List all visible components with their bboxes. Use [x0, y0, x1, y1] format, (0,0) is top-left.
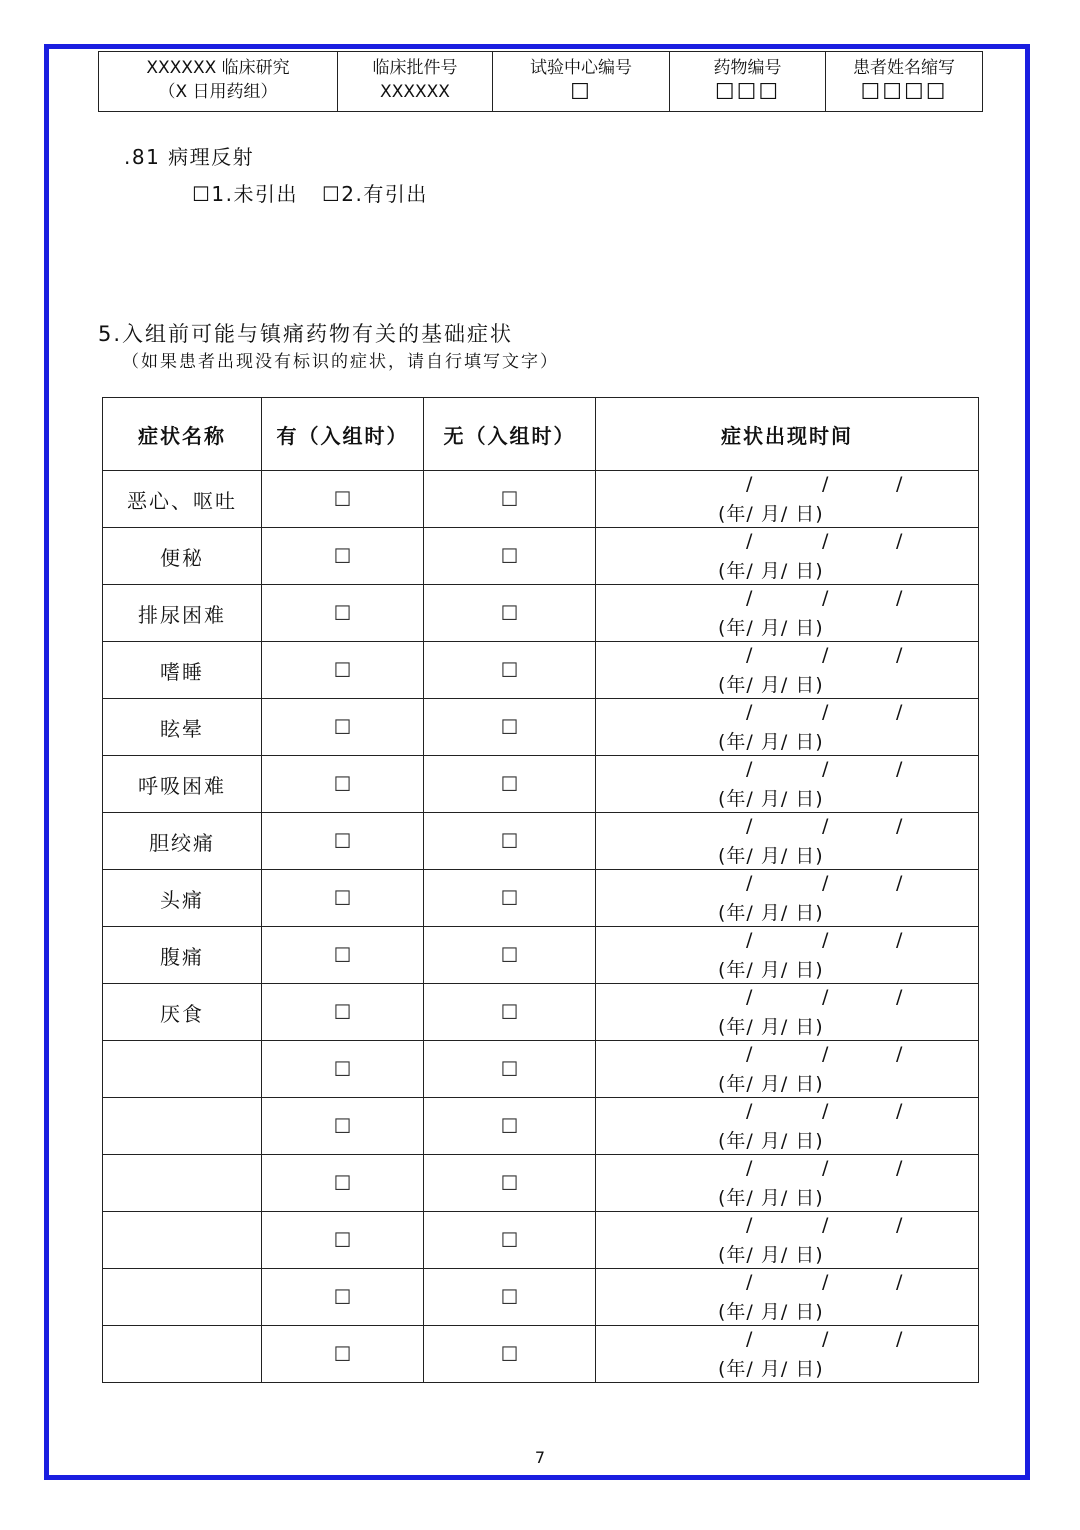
present-checkbox[interactable]: ☐: [333, 601, 352, 625]
present-cell: [262, 1155, 424, 1212]
absent-checkbox[interactable]: ☐: [500, 1342, 519, 1366]
date-separator: /: [822, 473, 829, 495]
absent-checkbox[interactable]: ☐: [500, 544, 519, 568]
center-cell: [493, 52, 670, 112]
page-number: 7: [534, 1448, 546, 1467]
absent-cell: [424, 1326, 596, 1383]
option-not-elicited-checkbox[interactable]: ☐1.未引出: [192, 182, 299, 206]
symptom-name-cell: 呼吸困难: [103, 756, 262, 813]
absent-cell: [424, 1212, 596, 1269]
absent-cell: [424, 813, 596, 870]
onset-date-cell[interactable]: [596, 1326, 979, 1383]
date-separator: /: [746, 758, 753, 780]
table-row: [103, 1326, 979, 1383]
date-separator: /: [822, 1271, 829, 1293]
table-row: [103, 1212, 979, 1269]
drug-cell: [670, 52, 826, 112]
absent-cell: [424, 1041, 596, 1098]
present-cell: [262, 1269, 424, 1326]
symptom-name-cell: 排尿困难: [103, 585, 262, 642]
present-cell: [262, 1212, 424, 1269]
absent-checkbox[interactable]: ☐: [500, 658, 519, 682]
absent-checkbox[interactable]: ☐: [500, 772, 519, 796]
present-checkbox[interactable]: ☐: [333, 1171, 352, 1195]
onset-date-cell[interactable]: [596, 585, 979, 642]
date-separator: /: [746, 1157, 753, 1179]
present-checkbox[interactable]: ☐: [333, 1285, 352, 1309]
symptom-name-cell[interactable]: [103, 1326, 262, 1383]
date-separator: /: [822, 1100, 829, 1122]
header-present: 有（入组时）: [262, 398, 424, 471]
date-separator: /: [822, 1328, 829, 1350]
date-separator: /: [822, 872, 829, 894]
date-separator: /: [896, 473, 903, 495]
date-format-label: (年/ 月/ 日): [718, 959, 824, 981]
study-name: XXXXXX 临床研究: [146, 58, 290, 78]
date-format-label: (年/ 月/ 日): [718, 845, 824, 867]
table-row: [103, 1269, 979, 1326]
absent-cell: [424, 585, 596, 642]
onset-date-cell[interactable]: [596, 1269, 979, 1326]
date-separator: /: [822, 1214, 829, 1236]
present-cell: [262, 1041, 424, 1098]
absent-cell: [424, 642, 596, 699]
symptom-name-cell[interactable]: [103, 1212, 262, 1269]
present-checkbox[interactable]: ☐: [333, 1114, 352, 1138]
study-group: （X 日用药组）: [158, 82, 278, 102]
present-checkbox[interactable]: ☐: [333, 544, 352, 568]
date-format-label: (年/ 月/ 日): [718, 902, 824, 924]
present-checkbox[interactable]: ☐: [333, 487, 352, 511]
symptom-name-cell: 胆绞痛: [103, 813, 262, 870]
absent-cell: [424, 756, 596, 813]
present-checkbox[interactable]: ☐: [333, 1000, 352, 1024]
present-cell: [262, 528, 424, 585]
table-row: [103, 528, 979, 585]
absent-checkbox[interactable]: ☐: [500, 829, 519, 853]
date-separator: /: [746, 929, 753, 951]
date-separator: /: [746, 701, 753, 723]
date-separator: /: [822, 815, 829, 837]
header-symptom-name: 症状名称: [103, 398, 262, 471]
onset-date-cell[interactable]: [596, 471, 979, 528]
study-cell: [99, 52, 338, 112]
date-separator: /: [896, 1328, 903, 1350]
date-separator: /: [746, 587, 753, 609]
present-cell: [262, 585, 424, 642]
date-format-label: (年/ 月/ 日): [718, 560, 824, 582]
date-separator: /: [822, 644, 829, 666]
absent-checkbox[interactable]: ☐: [500, 1114, 519, 1138]
present-cell: [262, 471, 424, 528]
date-separator: /: [896, 1157, 903, 1179]
present-checkbox[interactable]: ☐: [333, 1342, 352, 1366]
date-separator: /: [746, 1214, 753, 1236]
table-row: [103, 813, 979, 870]
table-row: [103, 870, 979, 927]
table-row: [103, 699, 979, 756]
date-format-label: (年/ 月/ 日): [718, 1073, 824, 1095]
date-separator: /: [746, 1100, 753, 1122]
date-separator: /: [746, 644, 753, 666]
date-separator: /: [896, 1214, 903, 1236]
date-separator: /: [896, 701, 903, 723]
present-cell: [262, 699, 424, 756]
absent-cell: [424, 471, 596, 528]
table-row: [103, 927, 979, 984]
date-separator: /: [822, 1157, 829, 1179]
present-cell: [262, 813, 424, 870]
date-format-label: (年/ 月/ 日): [718, 1244, 824, 1266]
onset-date-cell[interactable]: [596, 927, 979, 984]
absent-cell: [424, 528, 596, 585]
section-5-note: （如果患者出现没有标识的症状，请自行填写文字）: [122, 352, 559, 372]
date-format-label: (年/ 月/ 日): [718, 1301, 824, 1323]
present-cell: [262, 927, 424, 984]
present-checkbox[interactable]: ☐: [333, 886, 352, 910]
date-format-label: (年/ 月/ 日): [718, 617, 824, 639]
onset-date-cell[interactable]: [596, 1155, 979, 1212]
date-separator: /: [746, 1271, 753, 1293]
patient-label: 患者姓名缩写: [853, 58, 955, 78]
patient-initials-boxes[interactable]: ☐☐☐☐: [860, 80, 948, 105]
date-format-label: (年/ 月/ 日): [718, 788, 824, 810]
symptom-name-cell[interactable]: [103, 1155, 262, 1212]
table-row: [103, 1155, 979, 1212]
present-checkbox[interactable]: ☐: [333, 658, 352, 682]
symptom-name-cell[interactable]: [103, 1098, 262, 1155]
absent-checkbox[interactable]: ☐: [500, 886, 519, 910]
date-format-label: (年/ 月/ 日): [718, 1016, 824, 1038]
onset-date-cell[interactable]: [596, 813, 979, 870]
present-checkbox[interactable]: ☐: [333, 1057, 352, 1081]
symptom-name-cell: 眩晕: [103, 699, 262, 756]
symptom-name-cell: 腹痛: [103, 927, 262, 984]
section-5-title: 5.入组前可能与镇痛药物有关的基础症状: [98, 322, 514, 346]
table-row: [103, 471, 979, 528]
date-separator: /: [822, 530, 829, 552]
table-row: [103, 984, 979, 1041]
table-row: [103, 1041, 979, 1098]
onset-date-cell[interactable]: [596, 870, 979, 927]
absent-cell: [424, 984, 596, 1041]
onset-date-cell[interactable]: [596, 1098, 979, 1155]
date-separator: /: [746, 1328, 753, 1350]
drug-number-boxes[interactable]: ☐☐☐: [714, 80, 781, 105]
date-separator: /: [896, 644, 903, 666]
date-separator: /: [746, 986, 753, 1008]
header-absent: 无（入组时）: [424, 398, 596, 471]
patient-cell: [826, 52, 983, 112]
absent-checkbox[interactable]: ☐: [500, 1228, 519, 1252]
present-checkbox[interactable]: ☐: [333, 772, 352, 796]
present-cell: [262, 756, 424, 813]
date-separator: /: [896, 986, 903, 1008]
absent-checkbox[interactable]: ☐: [500, 1171, 519, 1195]
date-format-label: (年/ 月/ 日): [718, 1130, 824, 1152]
center-label: 试验中心编号: [530, 58, 632, 78]
date-separator: /: [822, 758, 829, 780]
onset-date-cell[interactable]: [596, 642, 979, 699]
date-separator: /: [822, 1043, 829, 1065]
center-number-boxes[interactable]: ☐: [570, 80, 592, 105]
symptom-name-cell: 厌食: [103, 984, 262, 1041]
absent-cell: [424, 1269, 596, 1326]
symptom-table: [102, 397, 979, 1383]
present-cell: [262, 642, 424, 699]
onset-date-cell[interactable]: [596, 528, 979, 585]
date-separator: /: [746, 1043, 753, 1065]
absent-cell: [424, 699, 596, 756]
date-format-label: (年/ 月/ 日): [718, 674, 824, 696]
table-row: [103, 585, 979, 642]
absent-cell: [424, 927, 596, 984]
absent-checkbox[interactable]: ☐: [500, 487, 519, 511]
absent-checkbox[interactable]: ☐: [500, 1000, 519, 1024]
absent-cell: [424, 1098, 596, 1155]
date-separator: /: [896, 1271, 903, 1293]
date-separator: /: [896, 1043, 903, 1065]
date-separator: /: [822, 701, 829, 723]
symptom-name-cell[interactable]: [103, 1269, 262, 1326]
date-separator: /: [822, 986, 829, 1008]
absent-checkbox[interactable]: ☐: [500, 715, 519, 739]
date-separator: /: [896, 587, 903, 609]
onset-date-cell[interactable]: [596, 984, 979, 1041]
date-format-label: (年/ 月/ 日): [718, 731, 824, 753]
date-separator: /: [746, 530, 753, 552]
present-cell: [262, 870, 424, 927]
date-separator: /: [746, 872, 753, 894]
date-separator: /: [896, 1100, 903, 1122]
header-onset-time: 症状出现时间: [596, 398, 979, 471]
date-separator: /: [896, 872, 903, 894]
symptom-table-header: [103, 398, 979, 471]
option-elicited-checkbox[interactable]: ☐2.有引出: [321, 182, 428, 206]
absent-checkbox[interactable]: ☐: [500, 943, 519, 967]
onset-date-cell[interactable]: [596, 1212, 979, 1269]
date-format-label: (年/ 月/ 日): [718, 503, 824, 525]
onset-date-cell[interactable]: [596, 699, 979, 756]
date-separator: /: [896, 758, 903, 780]
date-separator: /: [822, 929, 829, 951]
date-separator: /: [746, 815, 753, 837]
table-row: [103, 642, 979, 699]
date-separator: /: [746, 473, 753, 495]
absent-checkbox[interactable]: ☐: [500, 601, 519, 625]
present-cell: [262, 984, 424, 1041]
table-row: [103, 1098, 979, 1155]
present-checkbox[interactable]: ☐: [333, 829, 352, 853]
present-checkbox[interactable]: ☐: [333, 943, 352, 967]
batch-label: 临床批件号: [372, 58, 458, 78]
date-separator: /: [896, 815, 903, 837]
symptom-name-cell: 头痛: [103, 870, 262, 927]
present-checkbox[interactable]: ☐: [333, 715, 352, 739]
present-cell: [262, 1326, 424, 1383]
table-row: [103, 756, 979, 813]
date-format-label: (年/ 月/ 日): [718, 1187, 824, 1209]
batch-value: XXXXXX: [380, 82, 450, 102]
section-81-title: .81 病理反射: [124, 145, 255, 169]
batch-cell: [338, 52, 493, 112]
date-separator: /: [896, 929, 903, 951]
date-separator: /: [822, 587, 829, 609]
date-format-label: (年/ 月/ 日): [718, 1358, 824, 1380]
section-81-options: [192, 178, 444, 207]
symptom-name-cell: 便秘: [103, 528, 262, 585]
absent-checkbox[interactable]: ☐: [500, 1057, 519, 1081]
header-table: [98, 51, 983, 112]
absent-checkbox[interactable]: ☐: [500, 1285, 519, 1309]
symptom-name-cell: 恶心、呕吐: [103, 471, 262, 528]
onset-date-cell[interactable]: [596, 756, 979, 813]
date-separator: /: [896, 530, 903, 552]
symptom-name-cell[interactable]: [103, 1041, 262, 1098]
symptom-name-cell: 嗜睡: [103, 642, 262, 699]
onset-date-cell[interactable]: [596, 1041, 979, 1098]
absent-cell: [424, 870, 596, 927]
drug-label: 药物编号: [713, 58, 782, 78]
present-checkbox[interactable]: ☐: [333, 1228, 352, 1252]
present-cell: [262, 1098, 424, 1155]
absent-cell: [424, 1155, 596, 1212]
